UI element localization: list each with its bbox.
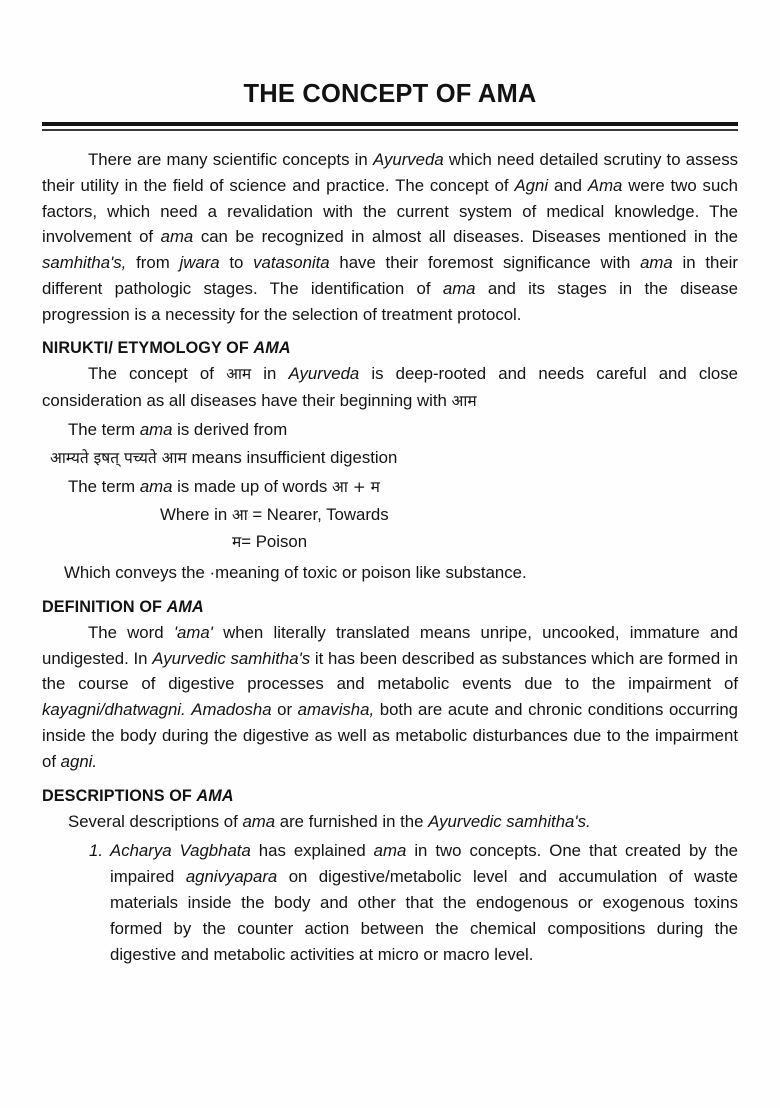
nirukti-para-part2: in — [251, 364, 289, 384]
page-content — [42, 0, 738, 967]
devanagari-ama-1: आम — [226, 365, 252, 384]
line-sanskrit-phrase — [42, 445, 738, 472]
nirukti-para-italic: Ayurveda — [288, 364, 360, 384]
derived-part2: is derived from — [172, 420, 288, 440]
devanagari-aa: आ — [231, 506, 248, 525]
madeup-part1: The term — [68, 476, 140, 496]
section-heading-nirukti — [42, 339, 738, 358]
devanagari-aa-plus-ma: आ + म — [331, 477, 380, 496]
list-item-text: Acharya Vagbhata has explained ama in two concepts. One that created by the impaired agnivyapara on digestive/metabolic level and accumulation of waste materials inside the body and other that the endogenous or exogenous toxins formed by the counter action between the chemical compositions during the digestive and metabolic activities at micro or macro level. — [110, 841, 738, 964]
definition-heading-italic: AMA — [166, 597, 204, 616]
descriptions-list — [42, 838, 738, 967]
line-ma-poison — [42, 529, 738, 556]
descriptions-heading-italic: AMA — [196, 786, 234, 805]
derived-part1: The term — [68, 420, 140, 440]
list-item-number: 1. — [89, 841, 103, 861]
separator-rule-thin — [42, 129, 738, 131]
devanagari-sanskrit-phrase: आम्यते इषत् पच्यते आम — [50, 448, 187, 467]
definition-paragraph: The word 'ama' when literally translated means unripe, uncooked, immature and undigested. In Ayurvedic samhitha's it has been described as substances which are formed in the course of digestive processes and metabolic events due to the impairment of kayagni/dhatwagni. Amadosha or amavisha, both are acute and chronic conditions occurring inside the body during the digestive as well as metabolic disturbances due to the impairment of agni. — [42, 622, 739, 771]
title-separator-rules — [42, 122, 738, 131]
sanskrit-meaning: means insufficient digestion — [186, 447, 398, 467]
nirukti-heading-italic: AMA — [253, 339, 291, 358]
nirukti-para-part1: The concept of — [88, 364, 227, 384]
where-in-label: Where in — [160, 505, 232, 525]
line-conveys-meaning: Which conveys the ·meaning of toxic or poison like substance. — [64, 563, 527, 583]
line-term-madeup — [42, 474, 738, 501]
line-where-in-aa — [42, 502, 738, 529]
list-item — [42, 838, 738, 967]
intro-paragraph: There are many scientific concepts in Ayurveda which need detailed scrutiny to assess their utility in the field of science and practice. The concept of Agni and Ama were two such factors, which need a revalidation with the current system of medical knowledge. The involvement of ama can be recognized in almost all diseases. Diseases mentioned in the samhitha's, from jwara to vatasonita have their foremost significance with ama in their different pathologic stages. The identification of ama and its stages in the disease progression is a necessity for the selection of treatment protocol. — [42, 149, 739, 324]
nirukti-paragraph — [42, 361, 738, 415]
definition-heading-plain: DEFINITION OF — [42, 597, 167, 616]
descriptions-intro: Several descriptions of ama are furnished in the Ayurvedic samhitha's. — [68, 811, 591, 831]
devanagari-ama-2: आम — [451, 392, 477, 411]
section-heading-descriptions — [42, 787, 738, 806]
line-term-derived — [42, 417, 738, 443]
where-in-value: = Nearer, Towards — [247, 505, 389, 525]
ma-value: = Poison — [241, 532, 308, 552]
nirukti-heading-plain: NIRUKTI/ ETYMOLOGY OF — [42, 339, 254, 358]
madeup-part2: is made up of words — [172, 476, 332, 496]
page-title: THE CONCEPT OF AMA — [243, 80, 537, 108]
devanagari-ma: म — [232, 533, 242, 552]
nirukti-para-part3: is deep-rooted and needs careful and close consideration as all diseases have their beginning with — [42, 364, 738, 411]
madeup-italic-ama: ama — [139, 476, 173, 496]
derived-italic-ama: ama — [139, 420, 173, 440]
descriptions-heading-plain: DESCRIPTIONS OF — [42, 786, 197, 805]
section-heading-definition — [42, 598, 738, 617]
